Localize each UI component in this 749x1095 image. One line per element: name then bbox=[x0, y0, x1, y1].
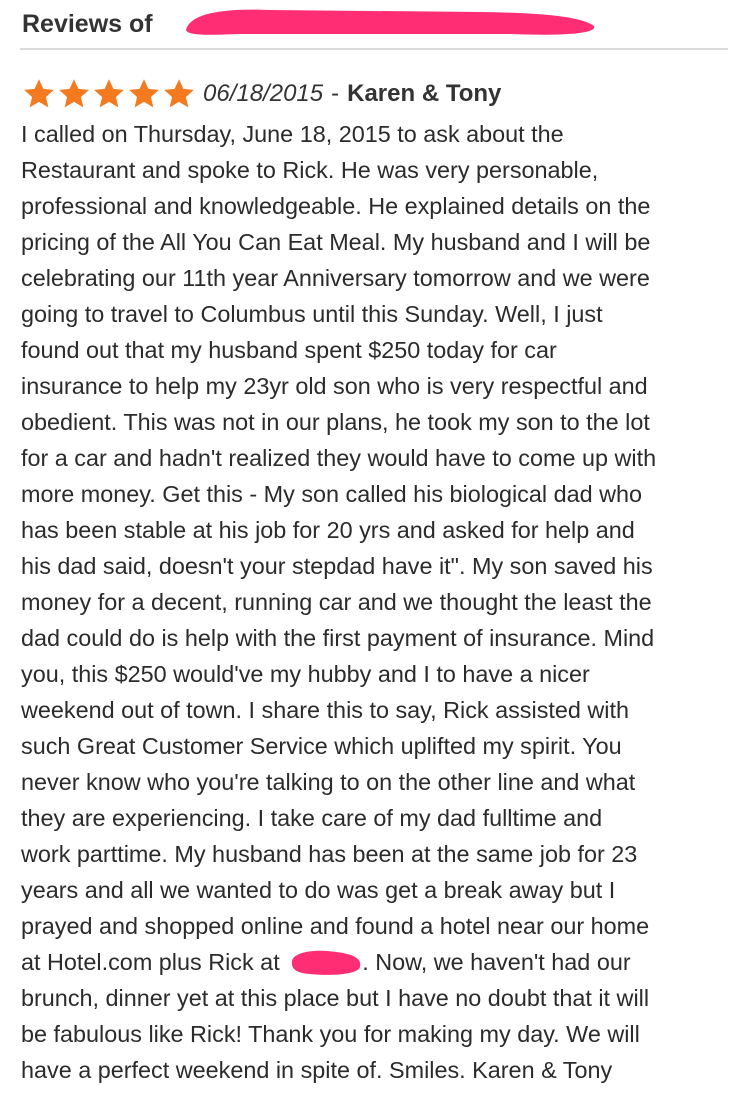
review-line: you, this $250 would've my hubby and I to have a nicer bbox=[21, 661, 590, 687]
review-line-segment: . Now, we haven't had our bbox=[362, 949, 631, 975]
review-author: Karen & Tony bbox=[347, 80, 502, 107]
star-icon bbox=[22, 77, 56, 111]
review-text bbox=[21, 116, 733, 1088]
review-date: 06/18/2015 bbox=[203, 80, 324, 107]
reviews-header bbox=[20, 0, 728, 50]
review-line: prayed and shopped online and found a hotel near our home bbox=[21, 913, 650, 939]
review-line: obedient. This was not in our plans, he took my son to the lot bbox=[21, 409, 650, 435]
review-line: celebrating our 11th year Anniversary tomorrow and we were bbox=[21, 265, 650, 291]
star-icon bbox=[92, 77, 126, 111]
review-line: more money. Get this - My son called his biological dad who bbox=[21, 481, 643, 507]
star-icon bbox=[162, 77, 196, 111]
star-icon bbox=[57, 77, 91, 111]
star-icon bbox=[127, 77, 161, 111]
review-line: has been stable at his job for 20 yrs and asked for help and bbox=[21, 517, 635, 543]
review-meta bbox=[22, 74, 501, 114]
review-line: for a car and hadn't realized they would have to come up with bbox=[21, 445, 657, 471]
star-rating bbox=[22, 77, 197, 111]
review-line: found out that my husband spent $250 today for car bbox=[21, 337, 557, 363]
review-line: his dad said, doesn't your stepdad have it". My son saved his bbox=[21, 553, 653, 579]
review-line-segment: at Hotel.com plus Rick at bbox=[21, 949, 287, 975]
review-line: Restaurant and spoke to Rick. He was very personable, bbox=[21, 157, 599, 183]
review-line: work parttime. My husband has been at the same job for 23 bbox=[21, 841, 638, 867]
review-line: pricing of the All You Can Eat Meal. My husband and I will be bbox=[21, 229, 651, 255]
review-line: I called on Thursday, June 18, 2015 to ask about the bbox=[21, 121, 564, 147]
review-line: such Great Customer Service which uplifted my spirit. You bbox=[21, 733, 622, 759]
review-line: be fabulous like Rick! Thank you for making my day. We will bbox=[21, 1021, 640, 1047]
review-line: professional and knowledgeable. He explained details on the bbox=[21, 193, 651, 219]
review-line: insurance to help my 23yr old son who is very respectful and bbox=[21, 373, 648, 399]
review-line: years and all we wanted to do was get a break away but I bbox=[21, 877, 616, 903]
redaction-mark-inline bbox=[288, 947, 364, 977]
review-line: brunch, dinner yet at this place but I have no doubt that it will bbox=[21, 985, 650, 1011]
review-line: money for a decent, running car and we thought the least the bbox=[21, 589, 652, 615]
review-line: weekend out of town. I share this to say, Rick assisted with bbox=[21, 697, 630, 723]
review-line bbox=[21, 944, 733, 980]
review-line: dad could do is help with the first payment of insurance. Mind bbox=[21, 625, 655, 651]
review-line: never know who you're talking to on the other line and what bbox=[21, 769, 636, 795]
review-line: going to travel to Columbus until this Sunday. Well, I just bbox=[21, 301, 603, 327]
meta-separator: - bbox=[331, 80, 340, 107]
reviews-title: Reviews of bbox=[22, 10, 153, 38]
review-line: they are experiencing. I take care of my dad fulltime and bbox=[21, 805, 603, 831]
review-line: have a perfect weekend in spite of. Smiles. Karen & Tony bbox=[21, 1057, 613, 1083]
redaction-mark-title bbox=[180, 4, 600, 38]
